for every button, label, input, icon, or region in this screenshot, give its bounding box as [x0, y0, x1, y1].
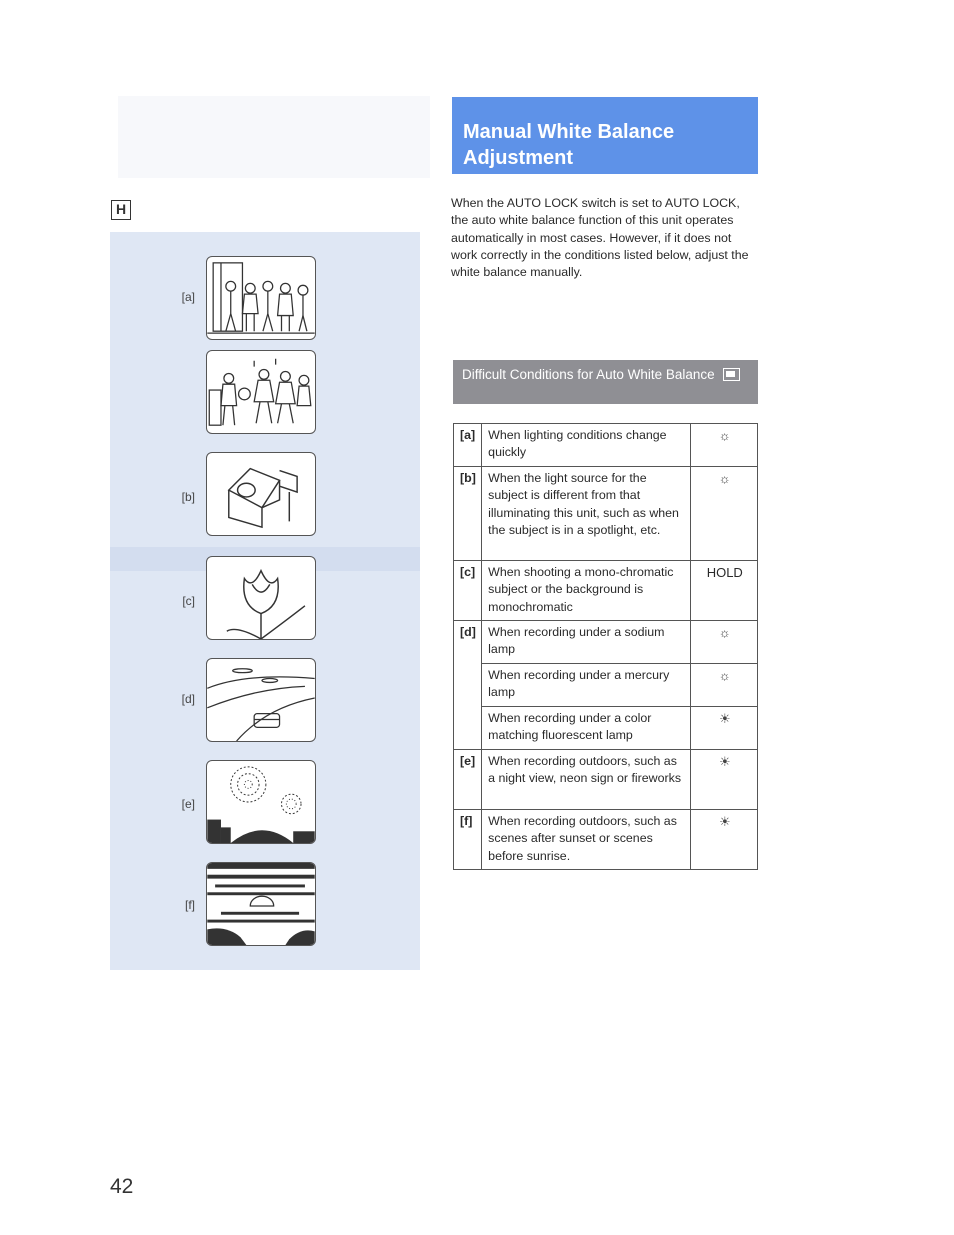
- illustration-d-night-road: [206, 658, 316, 742]
- illustration-a-dancers: [206, 350, 316, 434]
- row-description: When recording under a color matching fluorescent lamp: [482, 707, 690, 750]
- row-description: When recording under a sodium lamp: [482, 621, 690, 664]
- outdoor-sun-icon: ☼: [718, 668, 731, 683]
- row-mode: [690, 707, 757, 750]
- section-title: [463, 119, 723, 171]
- figure-label-d: [d]: [181, 692, 195, 706]
- figure-label-a: [a]: [181, 290, 195, 304]
- row-description: When recording under a mercury lamp: [482, 664, 690, 707]
- page-number: 42: [110, 1175, 134, 1198]
- row-label: [f]: [454, 810, 482, 870]
- illustration-f-sunset-sea: [206, 862, 316, 946]
- indoor-lamp-icon: ☀: [718, 814, 731, 829]
- figure-label-e: [e]: [181, 797, 195, 811]
- auto-white-balance-icon: [723, 368, 740, 381]
- row-mode: [690, 561, 757, 621]
- conditions-table: [453, 423, 758, 870]
- row-mode: [690, 750, 757, 810]
- table-row: [454, 621, 758, 664]
- hold-mode-text: HOLD: [706, 565, 743, 580]
- illustration-panel: [110, 232, 420, 970]
- illustration-b-spotlight: [206, 452, 316, 536]
- table-row: [454, 664, 758, 707]
- illustration-c-tulip: [206, 556, 316, 640]
- row-label: [e]: [454, 750, 482, 810]
- row-label: [d]: [454, 621, 482, 750]
- indoor-lamp-icon: ☀: [718, 711, 731, 726]
- row-mode: [690, 810, 757, 870]
- row-description: When shooting a mono-chromatic subject or the background is monochromatic: [482, 561, 690, 621]
- outdoor-sun-icon: ☼: [718, 625, 731, 640]
- row-mode: [690, 621, 757, 664]
- table-row: [454, 810, 758, 870]
- table-row: [454, 424, 758, 467]
- row-description: When recording outdoors, such as scenes after sunset or scenes before sunrise.: [482, 810, 690, 870]
- row-description: When lighting conditions change quickly: [482, 424, 690, 467]
- row-label: [c]: [454, 561, 482, 621]
- section-title-line-2: Adjustment: [463, 147, 573, 169]
- indoor-lamp-icon: ☀: [718, 754, 731, 769]
- section-title-line-1: Manual White Balance: [463, 121, 675, 143]
- row-label: [a]: [454, 424, 482, 467]
- figure-marker: H: [111, 200, 131, 220]
- table-row: [454, 561, 758, 621]
- intro-paragraph: When the AUTO LOCK switch is set to AUTO LOCK, the auto white balance function of this unit operates automatically in most cases. However, if it does not work correctly in the conditions listed below, adjust the white balance manually.: [451, 196, 749, 280]
- outdoor-sun-icon: ☼: [718, 471, 731, 486]
- figure-label-f: [f]: [184, 898, 195, 912]
- illustration-a-people-indoors: [206, 256, 316, 340]
- row-mode: [690, 664, 757, 707]
- faint-background-block: [118, 96, 430, 178]
- figure-label-c: [c]: [182, 594, 195, 608]
- figure-label-b: [b]: [181, 490, 195, 504]
- row-description: When recording outdoors, such as a night view, neon sign or fireworks: [482, 750, 690, 810]
- conditions-subheader-text: Difficult Conditions for Auto White Balance: [462, 367, 715, 382]
- row-description: When the light source for the subject is different from that illuminating this unit, such as when the subject is in a spotlight, etc.: [482, 467, 690, 561]
- conditions-subheader: [453, 360, 758, 404]
- row-mode: [690, 424, 757, 467]
- row-mode: [690, 467, 757, 561]
- table-row: [454, 467, 758, 561]
- table-row: [454, 750, 758, 810]
- section-title-box: [452, 97, 758, 174]
- outdoor-sun-icon: ☼: [718, 428, 731, 443]
- table-row: [454, 707, 758, 750]
- illustration-e-fireworks: [206, 760, 316, 844]
- row-label: [b]: [454, 467, 482, 561]
